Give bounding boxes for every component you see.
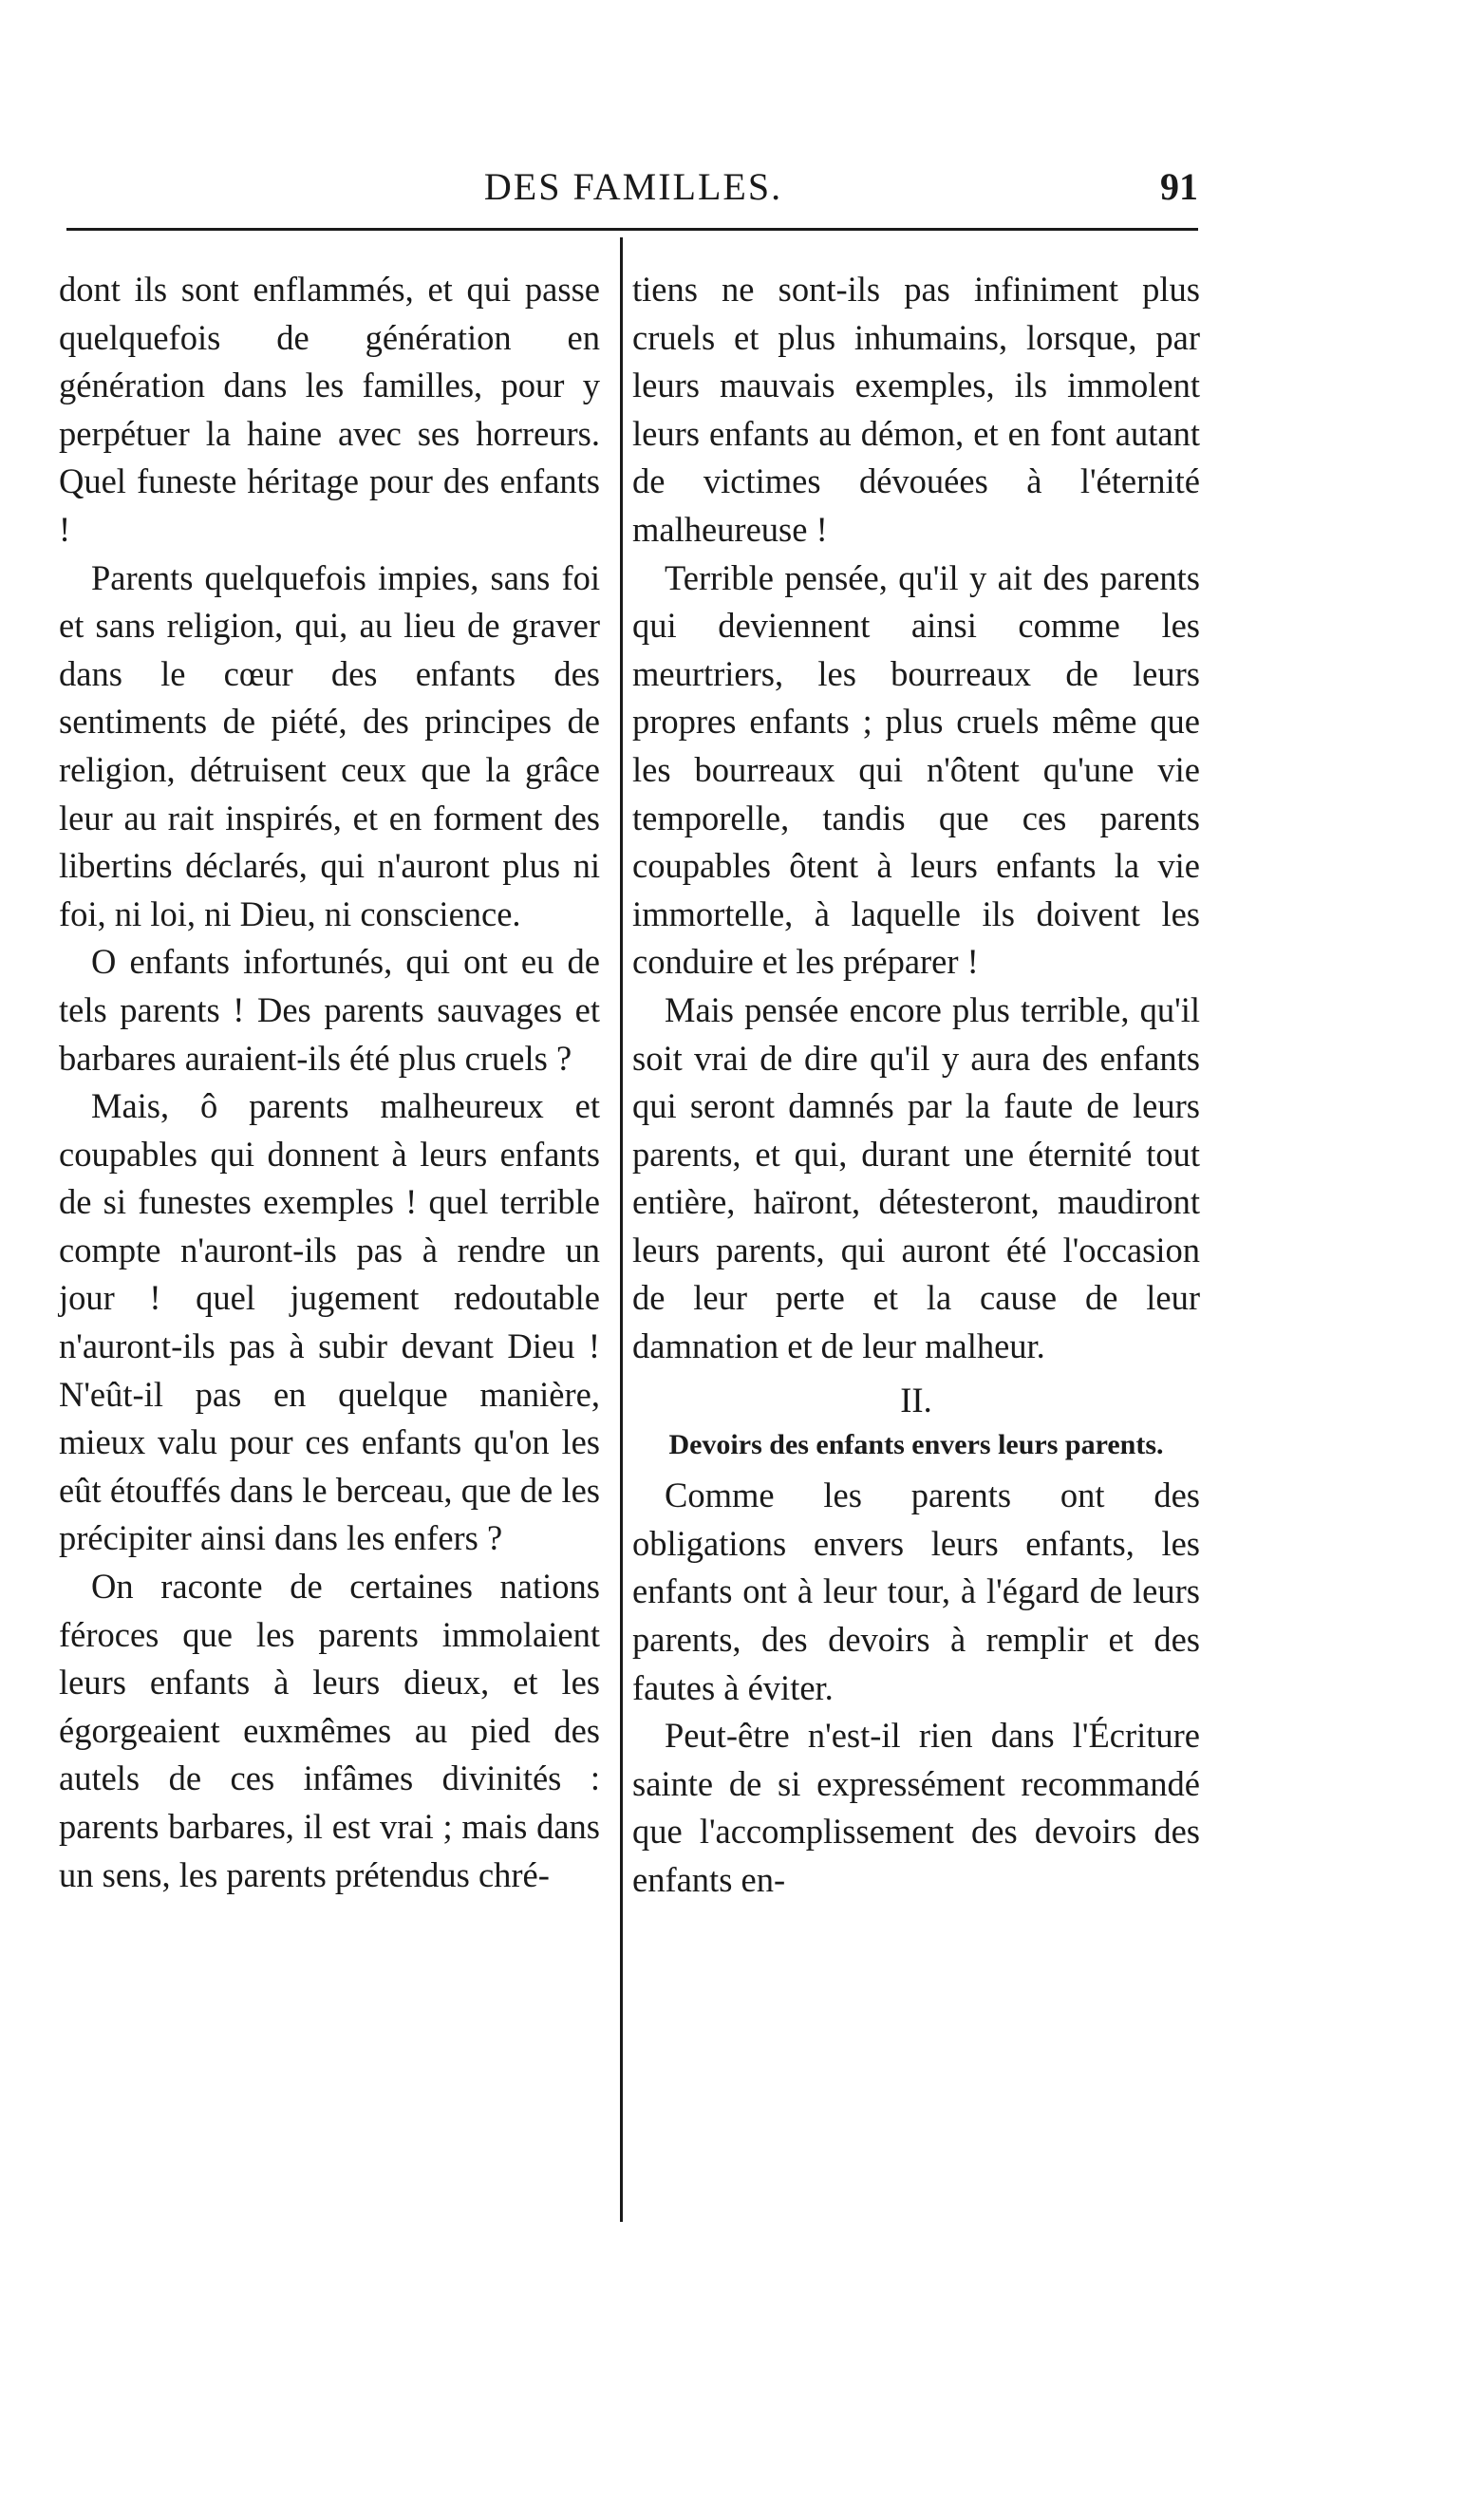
paragraph: Peut-être n'est-il rien dans l'Écriture sainte de si expressément recommandé que l'accomplissement des devoirs des enfants en- (632, 1716, 1200, 1899)
header-rule (66, 228, 1198, 231)
paragraph: Parents quelquefois impies, sans foi et sans religion, qui, au lieu de graver dans le cœur des enfants des sentiments de piété, des principes de religion, détruisent ceux que la grâce leur au rait inspirés, et en forment des libertins déclarés, qui n'auront plus ni foi, ni loi, ni Dieu, ni conscience. (59, 557, 600, 933)
paragraph: Terrible pensée, qu'il y ait des parents qui deviennent ainsi comme les meurtriers, les bourreaux de leurs propres enfants ; plus cruels même que les bourreaux qui n'ôtent qu'une vie temporelle, tandis que ces parents coupables ôtent à leurs enfants la vie immortelle, à laquelle ils doivent les conduire et les préparer ! (632, 557, 1200, 982)
paragraph: Mais pensée encore plus terrible, qu'il soit vrai de dire qu'il y aura des enfants qui seront damnés par la faute de leurs parents, et qui, durant une éternité tout entière, haïront, détesteront, maudiront leurs parents, qui auront été l'occasion de leur perte et la cause de leur damnation et de leur malheur. (632, 989, 1200, 1366)
right-column (632, 266, 1200, 1905)
left-column (59, 266, 600, 1899)
paragraph: O enfants infortunés, qui ont eu de tels parents ! Des parents sauvages et barbares auraient-ils été plus cruels ? (59, 942, 600, 1078)
page-header (68, 163, 1198, 211)
section-title: Devoirs des enfants envers leurs parents. (668, 1429, 1164, 1461)
paragraph: Mais, ô parents malheureux et coupables qui donnent à leurs enfants de si funestes exemples ! quel terrible compte n'auront-ils pas à rendre un jour ! quel jugement redoutable n'auront-ils pas à subir devant Dieu ! N'eût-il pas en quelque manière, mieux valu pour ces enfants qu'on les eût étouffés dans le berceau, que de les précipiter ainsi dans les enfers ? (59, 1086, 600, 1558)
paragraph: dont ils sont enflammés, et qui passe quelquefois de génération en génération dans les familles, pour y perpétuer la haine avec ses horreurs. Quel funeste héritage pour des enfants ! (59, 270, 600, 549)
paragraph: On raconte de certaines nations féroces que les parents immolaient leurs enfants à leurs dieux, et les égorgeaient euxmêmes au pied des autels de ces infâmes divinités : parents barbares, il est vrai ; mais dans un sens, les parents prétendus chré- (59, 1567, 600, 1894)
section-number: II. (900, 1380, 932, 1420)
paragraph: tiens ne sont-ils pas infiniment plus cruels et plus inhumains, lorsque, par leurs mauvais exemples, ils immolent leurs enfants au démon, et en font autant de victimes dévouées à l'éternité malheureuse ! (632, 270, 1200, 549)
page-number: 91 (1160, 165, 1198, 208)
running-title: DES FAMILLES. (483, 165, 783, 208)
paragraph: Comme les parents ont des obligations envers leurs enfants, les enfants ont à leur tour, à l'égard de leurs parents, des devoirs à remplir et des fautes à éviter. (632, 1476, 1200, 1707)
column-divider (620, 237, 623, 2222)
